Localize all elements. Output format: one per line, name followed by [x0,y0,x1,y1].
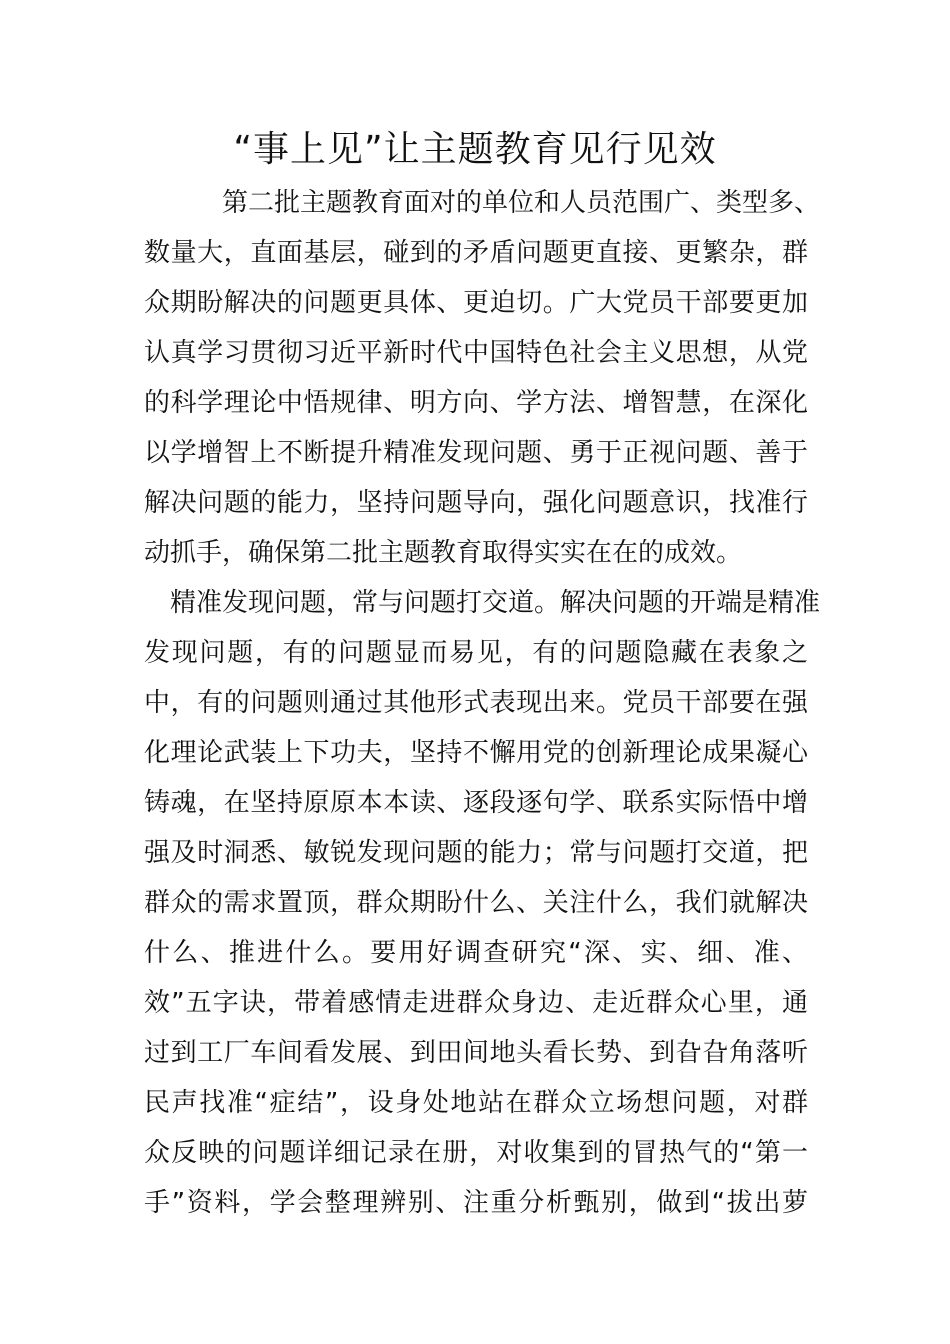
paragraph-1-line-5: 的科学理论中悟规律、明方向、学方法、增智慧，在深化 [144,388,808,418]
paragraph-1-line-3: 众期盼解决的问题更具体、更迫切。广大党员干部要更加 [144,288,808,318]
paragraph-1-line-6: 以学增智上不断提升精准发现问题、勇于正视问题、善于 [144,438,808,468]
paragraph-1-line-4: 认真学习贯彻习近平新时代中国特色社会主义思想，从党 [144,338,808,368]
paragraph-1-line-2: 数量大，直面基层，碰到的矛盾问题更直接、更繁杂，群 [144,238,808,268]
paragraph-2-line-3: 中，有的问题则通过其他形式表现出来。党员干部要在强 [144,688,808,718]
paragraph-2-line-10: 过到工厂车间看发展、到田间地头看长势、到旮旮角落听 [144,1038,808,1068]
paragraph-1-line-8: 动抓手，确保第二批主题教育取得实实在在的成效。 [144,538,743,568]
paragraph-2-line-11: 民声找准“症结”，设身处地站在群众立场想问题，对群 [144,1088,808,1118]
paragraph-2-line-12: 众反映的问题详细记录在册，对收集到的冒热气的“第一 [144,1138,808,1168]
document-body [144,178,821,1228]
paragraph-2-line-1: 精准发现问题，常与问题打交道。解决问题的开端是精准 [170,588,821,618]
paragraph-2-line-7: 群众的需求置顶，群众期盼什么、关注什么，我们就解决 [144,888,808,918]
paragraph-2-line-4: 化理论武装上下功夫，坚持不懈用党的创新理论成果凝心 [144,738,808,768]
paragraph-2-line-8: 什么、推进什么。要用好调查研究“深、实、细、准、 [144,938,808,968]
paragraph-2-line-9: 效”五字诀，带着感情走进群众身边、走近群众心里，通 [144,988,808,1018]
paragraph-2-line-13: 手”资料，学会整理辨别、注重分析甄别，做到“拔出萝 [144,1188,808,1218]
paragraph-1-line-7: 解决问题的能力，坚持问题导向，强化问题意识，找准行 [144,488,808,518]
paragraph-2-line-2: 发现问题，有的问题显而易见，有的问题隐藏在表象之 [144,638,808,668]
paragraph-2-line-6: 强及时洞悉、敏锐发现问题的能力；常与问题打交道，把 [144,838,808,868]
paragraph-2-line-5: 铸魂，在坚持原原本本读、逐段逐句学、联系实际悟中增 [144,788,808,818]
document-title: “事上见”让主题教育见行见效 [233,129,717,170]
paragraph-1-line-1: 第二批主题教育面对的单位和人员范围广、类型多、 [222,188,821,218]
